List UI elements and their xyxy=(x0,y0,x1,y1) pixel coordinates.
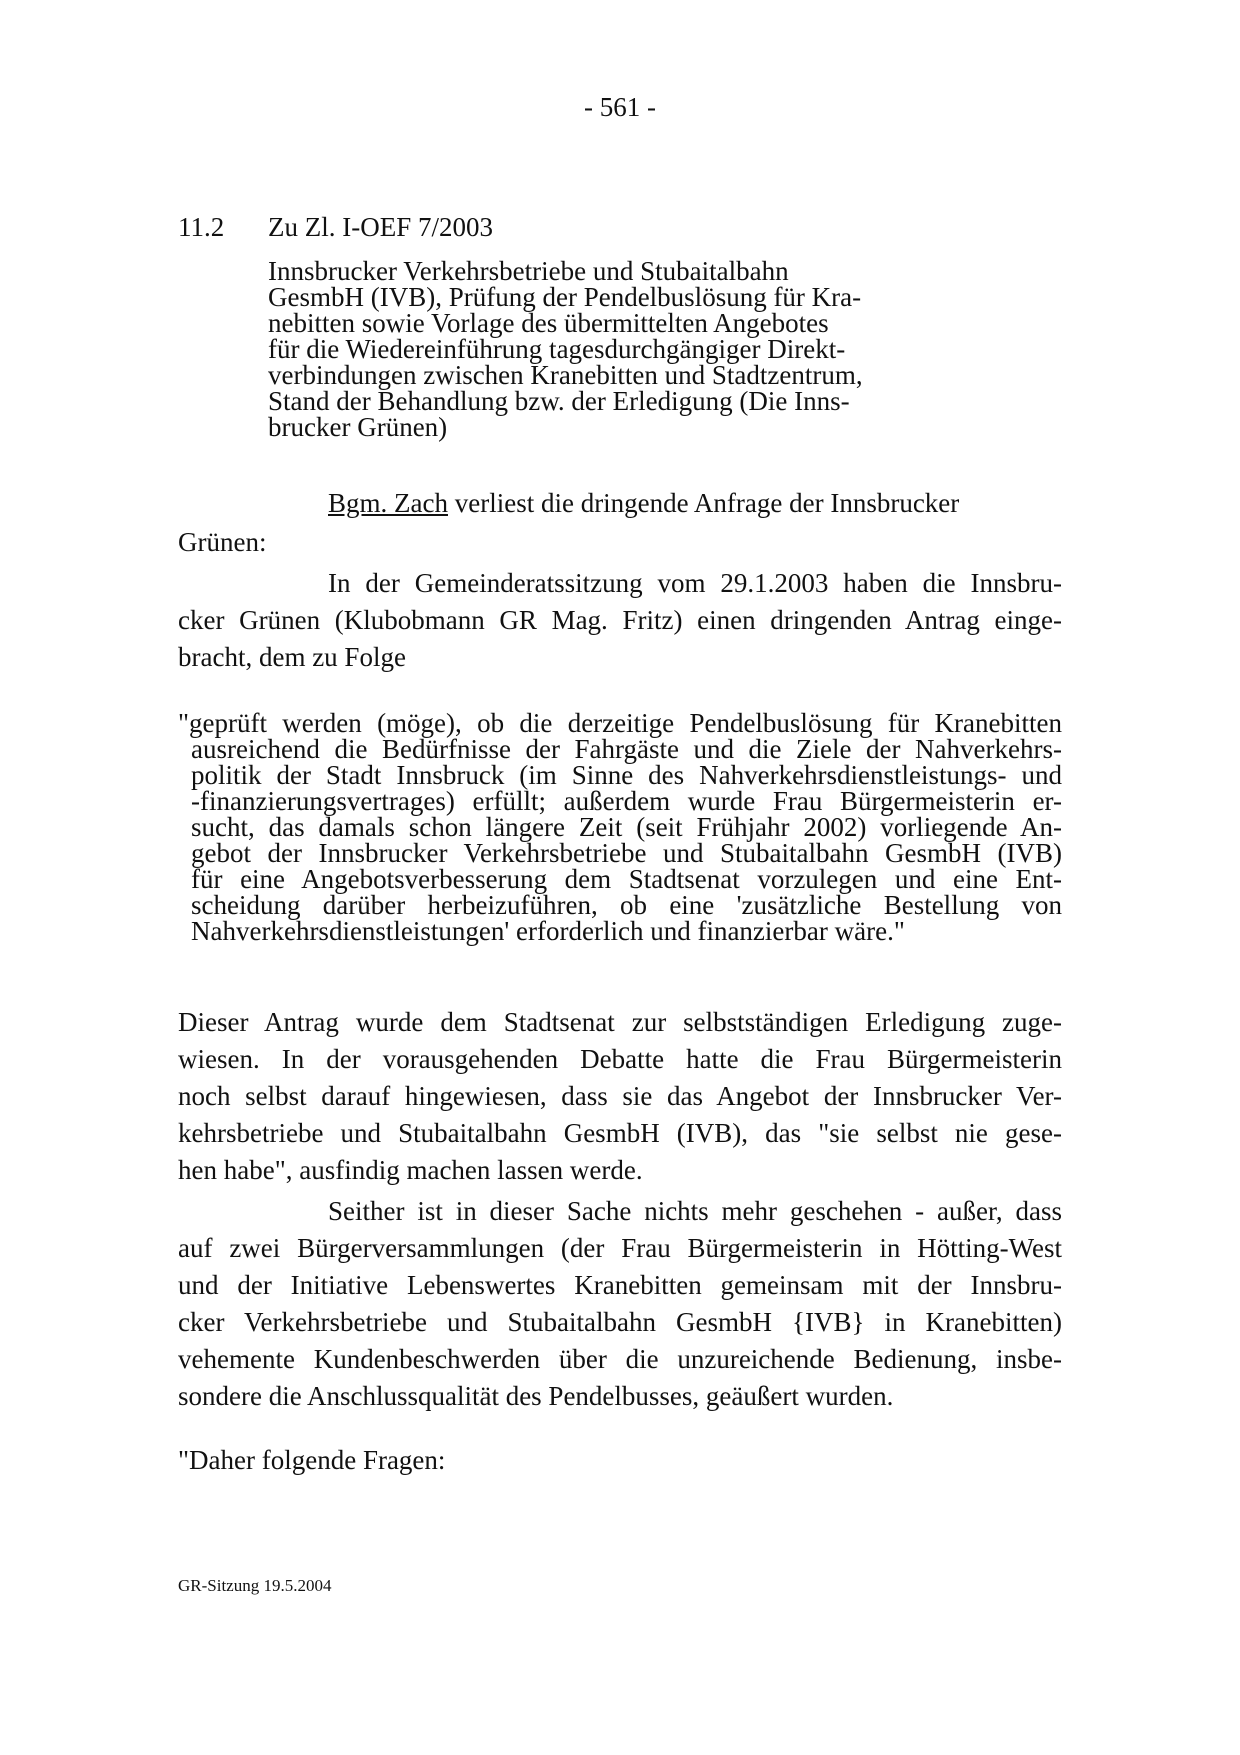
quote-line: für eine Angebotsverbesserung dem Stadtsenat vorzulegen und eine Ent- xyxy=(191,864,1062,894)
paragraph-line: In der Gemeinderatssitzung vom 29.1.2003 haben die Innsbru- xyxy=(328,568,1062,598)
item-title-line: Innsbrucker Verkehrsbetriebe und Stubaitalbahn xyxy=(268,256,789,286)
paragraph-line: Seither ist in dieser Sache nichts mehr geschehen - außer, dass xyxy=(328,1196,1062,1226)
quote-line: -finanzierungsvertrages) erfüllt; außerdem wurde Frau Bürgermeisterin er- xyxy=(191,786,1062,816)
page-footer: GR-Sitzung 19.5.2004 xyxy=(178,1576,332,1595)
quote-line: ausreichend die Bedürfnisse der Fahrgäste und die Ziele der Nahverkehrs- xyxy=(191,734,1062,764)
intro-line xyxy=(328,488,959,519)
quote-line: gebot der Innsbrucker Verkehrsbetriebe und Stubaitalbahn GesmbH (IVB) xyxy=(191,838,1062,868)
quote-line: scheidung darüber herbeizuführen, ob eine 'zusätzliche Bestellung von xyxy=(191,890,1062,920)
paragraph-line: kehrsbetriebe und Stubaitalbahn GesmbH (IVB), das "sie selbst nie gese- xyxy=(178,1118,1062,1148)
item-reference: Zu Zl. I-OEF 7/2003 xyxy=(268,212,493,242)
intro-continuation: Grünen: xyxy=(178,527,267,557)
speaker-name: Bgm. Zach xyxy=(328,488,448,518)
quote-line: "geprüft werden (möge), ob die derzeitige Pendelbuslösung für Kranebitten xyxy=(178,708,1062,738)
quote-line: sucht, das damals schon längere Zeit (seit Frühjahr 2002) vorliegende An- xyxy=(191,812,1062,842)
paragraph-line: sondere die Anschlussqualität des Pendelbusses, geäußert wurden. xyxy=(178,1381,894,1411)
paragraph-line: noch selbst darauf hingewiesen, dass sie das Angebot der Innsbrucker Ver- xyxy=(178,1081,1062,1111)
quote-line: Nahverkehrsdienstleistungen' erforderlich und finanzierbar wäre." xyxy=(191,916,905,946)
closing-line: "Daher folgende Fragen: xyxy=(178,1445,446,1475)
paragraph-line: cker Grünen (Klubobmann GR Mag. Fritz) einen dringenden Antrag einge- xyxy=(178,605,1062,635)
paragraph-1 xyxy=(178,565,1062,676)
paragraph-line: cker Verkehrsbetriebe und Stubaitalbahn GesmbH {IVB} in Kranebitten) xyxy=(178,1307,1062,1337)
intro-text: verliest die dringende Anfrage der Innsbrucker xyxy=(447,488,960,518)
paragraph-line: wiesen. In der vorausgehenden Debatte hatte die Frau Bürgermeisterin xyxy=(178,1044,1062,1074)
paragraph-3 xyxy=(178,1193,1062,1415)
item-title-line: GesmbH (IVB), Prüfung der Pendelbuslösung für Kra- xyxy=(268,282,862,312)
paragraph-line: und der Initiative Lebenswertes Kranebitten gemeinsam mit der Innsbru- xyxy=(178,1270,1062,1300)
item-number: 11.2 xyxy=(178,212,225,242)
item-title-line: Stand der Behandlung bzw. der Erledigung (Die Inns- xyxy=(268,386,850,416)
paragraph-line: vehemente Kundenbeschwerden über die unzureichende Bedienung, insbe- xyxy=(178,1344,1062,1374)
quoted-motion xyxy=(178,710,1062,944)
item-title-line: nebitten sowie Vorlage des übermittelten Angebotes xyxy=(268,308,829,338)
page-number: - 561 - xyxy=(584,92,656,122)
paragraph-line: auf zwei Bürgerversammlungen (der Frau Bürgermeisterin in Hötting-West xyxy=(178,1233,1062,1263)
paragraph-line: hen habe", ausfindig machen lassen werde. xyxy=(178,1155,643,1185)
item-title-line: verbindungen zwischen Kranebitten und Stadtzentrum, xyxy=(268,360,863,390)
item-title-line: für die Wiedereinführung tagesdurchgängiger Direkt- xyxy=(268,334,846,364)
paragraph-line: bracht, dem zu Folge xyxy=(178,642,406,672)
paragraph-2 xyxy=(178,1004,1062,1189)
item-title-line: brucker Grünen) xyxy=(268,412,448,442)
quote-line: politik der Stadt Innsbruck (im Sinne des Nahverkehrsdienstleistungs- und xyxy=(191,760,1062,790)
item-title xyxy=(268,258,928,440)
paragraph-line: Dieser Antrag wurde dem Stadtsenat zur selbstständigen Erledigung zuge- xyxy=(178,1007,1062,1037)
